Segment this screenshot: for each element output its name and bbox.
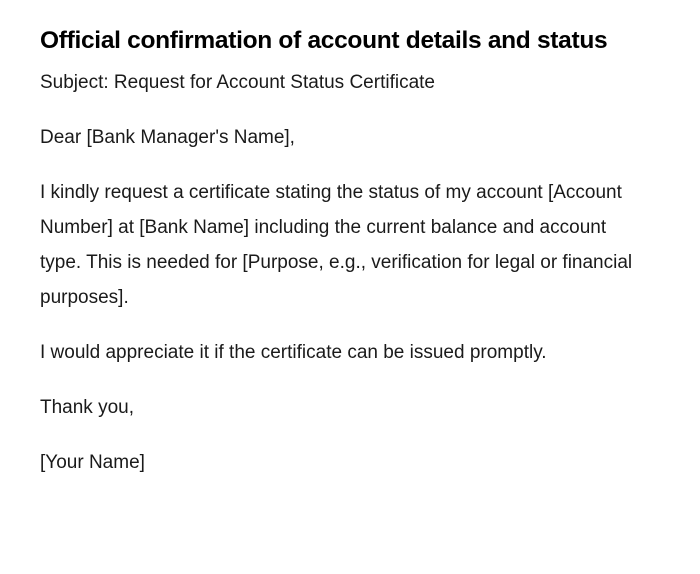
document-title: Official confirmation of account details and status bbox=[40, 27, 608, 54]
sign-off: Thank you, bbox=[40, 397, 134, 418]
body-paragraph: I kindly request a certificate stating the status of my account [Account Number] at [Bank Name] including the current balance and account type. This is needed for [Purpose, e.g., verification for legal or financial purposes]. bbox=[40, 182, 633, 308]
closing-request: I would appreciate it if the certificate can be issued promptly. bbox=[40, 342, 547, 363]
salutation: Dear [Bank Manager's Name], bbox=[40, 127, 295, 148]
subject-line: Subject: Request for Account Status Certificate bbox=[40, 72, 435, 93]
signature: [Your Name] bbox=[40, 452, 145, 473]
letter-document bbox=[40, 19, 640, 500]
